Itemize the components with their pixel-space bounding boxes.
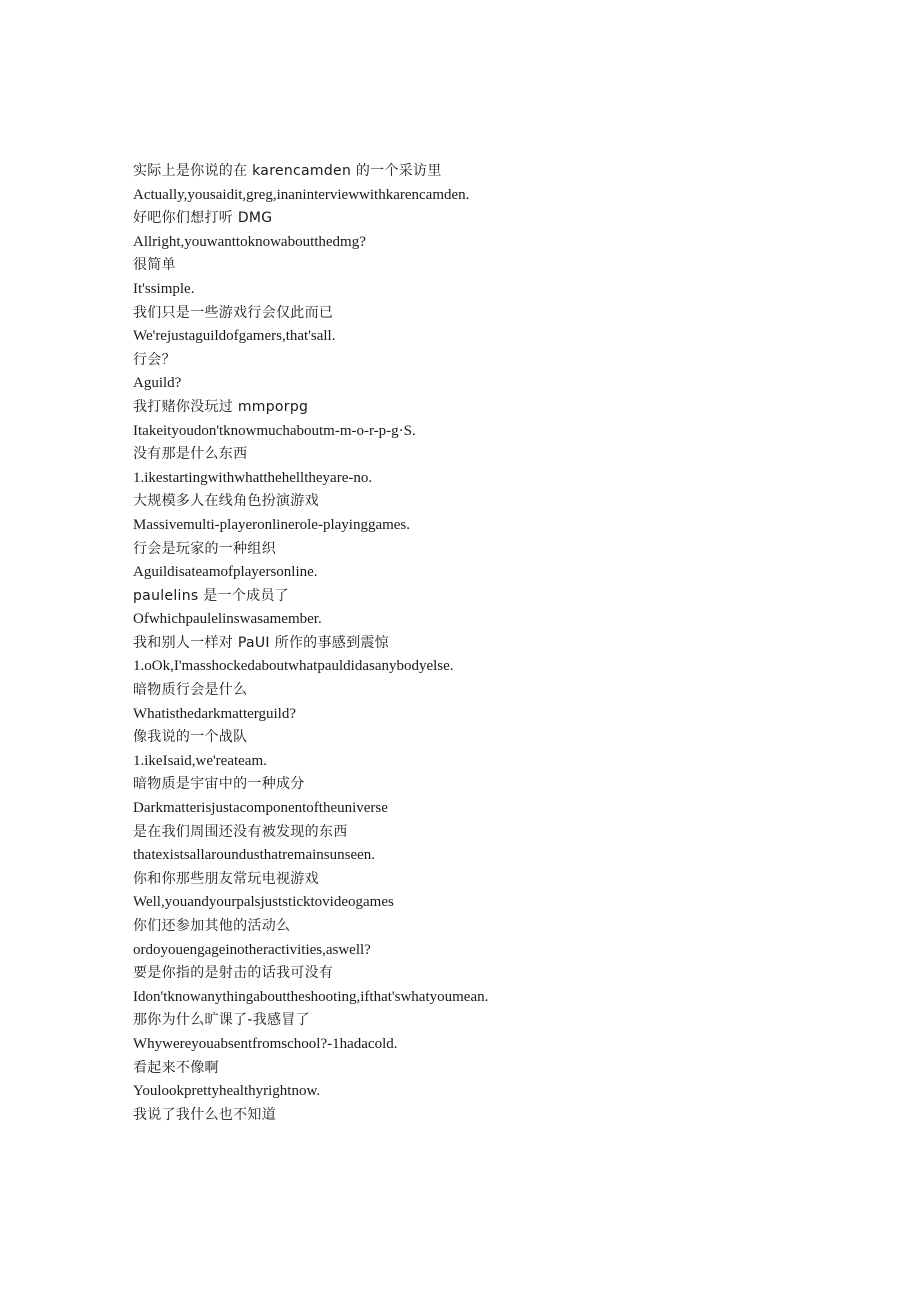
transcript-line: We'rejustaguildofgamers,that'sall. [133,328,336,345]
transcript-line: 你们还参加其他的活动么 [133,918,291,934]
transcript-line: Massivemulti-playeronlinerole-playinggames. [133,516,411,533]
transcript-line: 是在我们周围还没有被发现的东西 [133,823,348,840]
transcript-line: Allright,youwanttoknowaboutthedmg? [133,233,366,250]
transcript-line: 我说了我什么也不知道 [133,1106,276,1123]
transcript-line: 1.ikeIsaid,we'reateam. [133,752,267,769]
transcript-line: 行会是玩家的一种组织 [133,540,276,557]
transcript-line: paulelins 是一个成员了 [133,587,290,604]
transcript-line: Aguild? [133,375,182,392]
transcript-line: 像我说的一个战队 [133,729,248,746]
transcript-lines [133,160,873,1127]
transcript-line: 1.ikestartingwithwhatthehelltheyare-no. [133,469,373,486]
transcript-line: Whywereyouabsentfromschool?-1hadacold. [133,1035,398,1052]
transcript-line: thatexistsallaroundusthatremainsunseen. [133,847,376,864]
transcript-line: It'ssimple. [133,280,195,297]
transcript-line: Darkmatterisjustacomponentoftheuniverse [133,800,388,817]
transcript-line: 你和你那些朋友常玩电视游戏 [133,870,319,887]
transcript-line: Aguildisateamofplayersonline. [133,564,318,581]
transcript-line: 要是你指的是射击的话我可没有 [133,965,334,982]
transcript-line: 很简单 [133,257,176,274]
transcript-line: 大规模多人在线角色扮演游戏 [133,493,319,510]
transcript-line: Well,youandyourpalsjuststicktovideogames [133,894,394,911]
transcript-line: 1.oOk,I'masshockedaboutwhatpauldidasanybodyelse. [133,658,454,675]
transcript-line: ordoyouengageinotheractivities,aswell? [133,941,371,958]
transcript-line: Actually,yousaidit,greg,inaninterviewwithkarencamden. [133,186,470,203]
transcript-line: Itakeityoudon'tknowmuchaboutm-m-o-r-p-g·S. [133,422,416,439]
transcript-line: Whatisthedarkmatterguild? [133,705,297,722]
transcript-line: 没有那是什么东西 [133,446,248,463]
transcript-line: 暗物质是宇宙中的一种成分 [133,776,305,793]
transcript-line: Youlookprettyhealthyrightnow. [133,1083,321,1100]
transcript-line: 实际上是你说的在 karencamden 的一个采访里 [133,163,442,179]
transcript-line: Ofwhichpaulelinswasamember. [133,611,322,628]
transcript-line: 好吧你们想打听 DMG [133,210,273,227]
transcript-line: 我们只是一些游戏行会仅此而已 [133,304,334,321]
transcript-line: 我和别人一样对 PaUI 所作的事感到震惊 [133,634,389,651]
transcript-line: 我打赌你没玩过 mmporpg [133,398,309,415]
transcript-line: Idon'tknowanythingabouttheshooting,ifthat'swhatyoumean. [133,988,489,1005]
transcript-line: 暗物质行会是什么 [133,682,248,699]
transcript-line: 那你为什么旷课了-我感冒了 [133,1012,310,1029]
transcript-line: 行会？ [133,351,176,368]
transcript-line: 看起来不像啊 [133,1059,219,1076]
